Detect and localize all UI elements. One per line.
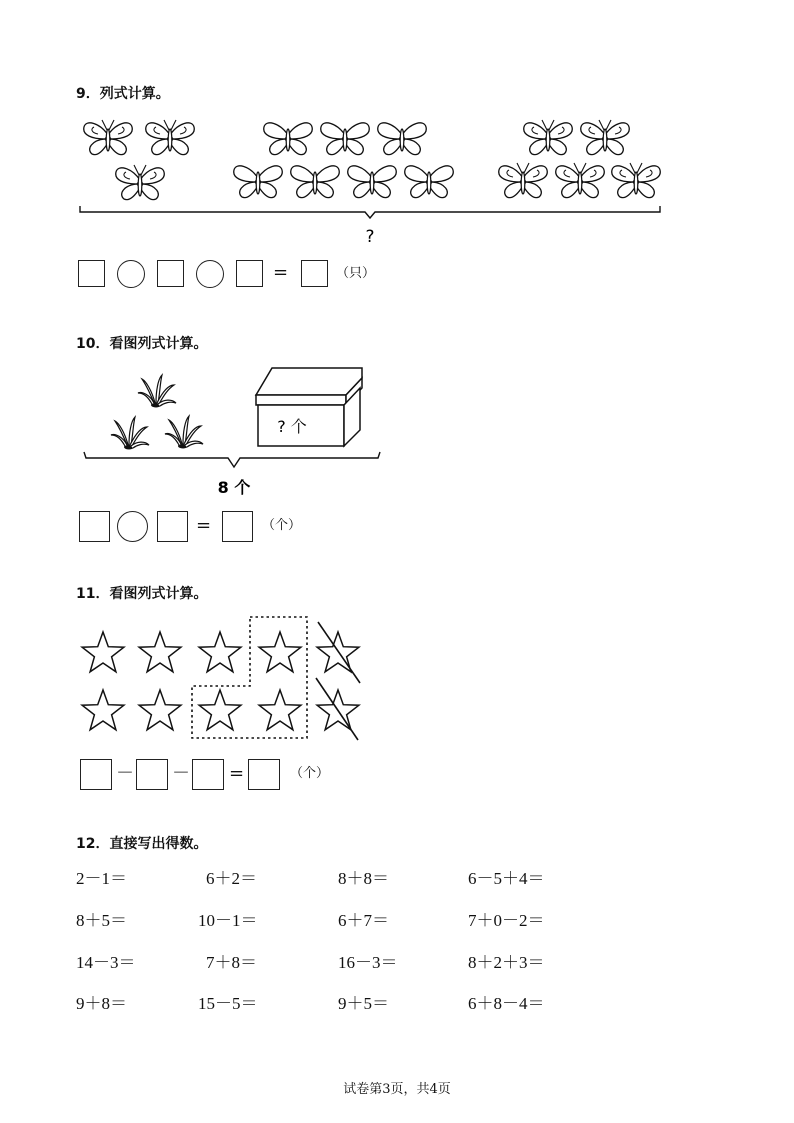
answer-box[interactable] — [248, 759, 280, 790]
calc-item: 6－5＋4＝ — [468, 869, 545, 888]
unit-label: （个） — [262, 518, 302, 533]
question-mark: ? — [365, 227, 375, 247]
q9-title: 9．列式计算。 — [76, 86, 170, 102]
answer-box[interactable] — [136, 759, 168, 790]
star-icon — [139, 690, 181, 730]
calc-item: 6＋8－4＝ — [468, 994, 545, 1013]
calc-item: 8＋8＝ — [338, 869, 389, 888]
calc-item: 10－1＝ — [198, 911, 258, 930]
calc-item: 15－5＝ — [198, 994, 258, 1013]
calc-item: 8＋2＋3＝ — [468, 953, 545, 972]
calc-item: 14－3＝ — [76, 953, 136, 972]
star-icon — [82, 632, 124, 672]
calc-item: 16－3＝ — [338, 953, 398, 972]
star-icon — [139, 632, 181, 672]
answer-box[interactable] — [80, 759, 112, 790]
calc-item: 9＋8＝ — [76, 994, 127, 1013]
answer-box[interactable] — [192, 759, 224, 790]
star-icon — [259, 632, 301, 672]
star-icon — [82, 690, 124, 730]
q12-title: 12．直接写出得数。 — [76, 836, 208, 852]
calc-item: 8＋5＝ — [76, 911, 127, 930]
star-icon — [259, 690, 301, 730]
star-icon — [199, 690, 241, 730]
star-icon — [199, 632, 241, 672]
unit-label: （个） — [290, 766, 330, 781]
minus-sign: － — [172, 763, 190, 784]
calc-item: 6＋2＝ — [206, 869, 257, 888]
calc-item: 9＋5＝ — [338, 994, 389, 1013]
unit-label: （只） — [336, 266, 376, 281]
calc-item: 7＋0－2＝ — [468, 911, 545, 930]
equals-sign: = — [196, 515, 212, 536]
equals-sign: = — [273, 262, 289, 283]
total-label: 8 个 — [217, 478, 251, 497]
calc-item: 2－1＝ — [76, 869, 127, 888]
q11-title: 11．看图列式计算。 — [76, 586, 208, 602]
page-footer: 试卷第3页，共4页 — [343, 1082, 451, 1097]
calc-item: 7＋8＝ — [206, 953, 257, 972]
minus-sign: － — [116, 763, 134, 784]
box-label: ? 个 — [277, 417, 307, 436]
calc-item: 6＋7＝ — [338, 911, 389, 930]
equals-sign: = — [229, 763, 245, 784]
q10-title: 10．看图列式计算。 — [76, 336, 208, 352]
